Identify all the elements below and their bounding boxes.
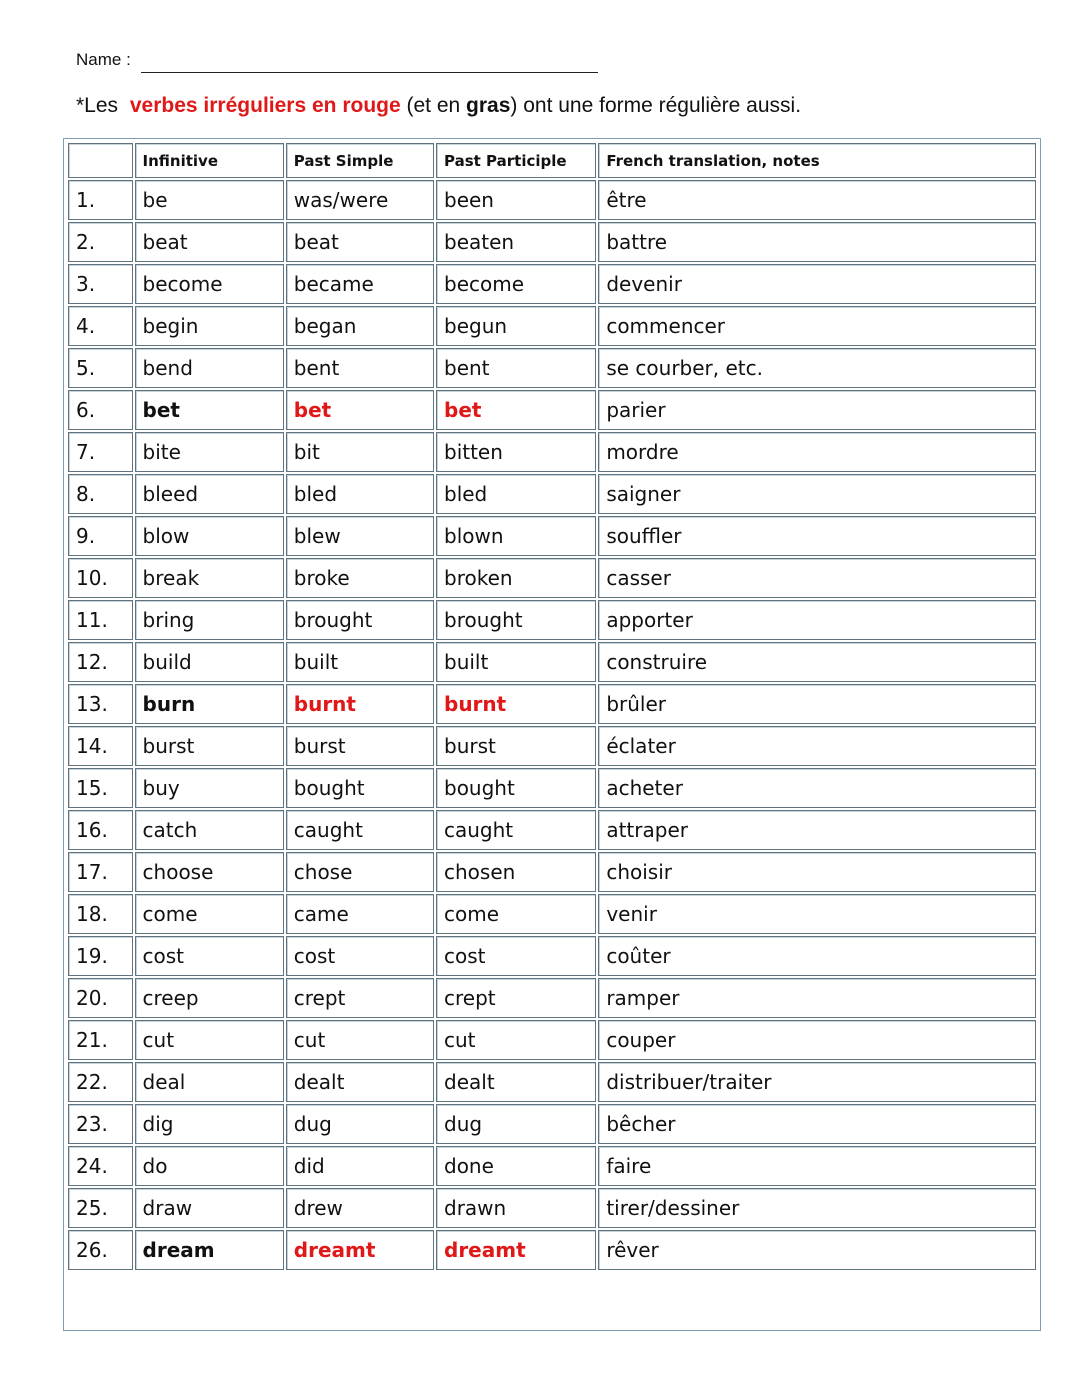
cell-past-simple: crept xyxy=(286,978,434,1018)
cell-french-translation: brûler xyxy=(598,684,1036,724)
cell-past-participle: blown xyxy=(436,516,596,556)
name-label: Name : xyxy=(76,50,131,69)
cell-infinitive: come xyxy=(135,894,284,934)
table-body xyxy=(68,180,1036,1270)
cell-past-participle: beaten xyxy=(436,222,596,262)
cell-infinitive: catch xyxy=(135,810,284,850)
cell-past-simple: burnt xyxy=(286,684,434,724)
cell-infinitive: build xyxy=(135,642,284,682)
table-row xyxy=(68,348,1036,388)
cell-past-simple: beat xyxy=(286,222,434,262)
table-row xyxy=(68,516,1036,556)
cell-infinitive: begin xyxy=(135,306,284,346)
cell-number: 17. xyxy=(68,852,133,892)
cell-past-simple: chose xyxy=(286,852,434,892)
table-row xyxy=(68,1230,1036,1270)
table-row xyxy=(68,222,1036,262)
table-header-row xyxy=(68,143,1036,178)
table-row xyxy=(68,390,1036,430)
cell-infinitive: dig xyxy=(135,1104,284,1144)
name-underline[interactable] xyxy=(141,72,598,73)
cell-past-simple: began xyxy=(286,306,434,346)
cell-number: 13. xyxy=(68,684,133,724)
table-row xyxy=(68,726,1036,766)
cell-number: 15. xyxy=(68,768,133,808)
intro-middle: (et en xyxy=(400,94,467,117)
header-past-participle: Past Participle xyxy=(436,143,596,178)
cell-french-translation: saigner xyxy=(598,474,1036,514)
table-row xyxy=(68,768,1036,808)
cell-number: 6. xyxy=(68,390,133,430)
cell-number: 21. xyxy=(68,1020,133,1060)
table-row xyxy=(68,180,1036,220)
table-row xyxy=(68,264,1036,304)
cell-infinitive: do xyxy=(135,1146,284,1186)
cell-infinitive: be xyxy=(135,180,284,220)
cell-past-participle: done xyxy=(436,1146,596,1186)
cell-number: 19. xyxy=(68,936,133,976)
cell-infinitive: deal xyxy=(135,1062,284,1102)
cell-french-translation: casser xyxy=(598,558,1036,598)
cell-past-simple: dug xyxy=(286,1104,434,1144)
cell-infinitive: bite xyxy=(135,432,284,472)
cell-number: 12. xyxy=(68,642,133,682)
cell-french-translation: venir xyxy=(598,894,1036,934)
cell-past-participle: burst xyxy=(436,726,596,766)
cell-french-translation: choisir xyxy=(598,852,1036,892)
cell-past-participle: bought xyxy=(436,768,596,808)
cell-past-participle: dug xyxy=(436,1104,596,1144)
cell-past-participle: brought xyxy=(436,600,596,640)
cell-french-translation: rêver xyxy=(598,1230,1036,1270)
intro-end: ) ont une forme régulière aussi. xyxy=(510,94,802,117)
cell-french-translation: faire xyxy=(598,1146,1036,1186)
cell-number: 14. xyxy=(68,726,133,766)
cell-past-participle: crept xyxy=(436,978,596,1018)
table-row xyxy=(68,474,1036,514)
header-number xyxy=(68,143,133,178)
table-row xyxy=(68,894,1036,934)
cell-french-translation: ramper xyxy=(598,978,1036,1018)
cell-past-participle: become xyxy=(436,264,596,304)
cell-past-participle: bitten xyxy=(436,432,596,472)
intro-note xyxy=(76,94,1036,126)
table-row xyxy=(68,810,1036,850)
cell-infinitive: draw xyxy=(135,1188,284,1228)
cell-past-participle: burnt xyxy=(436,684,596,724)
cell-number: 2. xyxy=(68,222,133,262)
cell-infinitive: bend xyxy=(135,348,284,388)
cell-infinitive: dream xyxy=(135,1230,284,1270)
cell-past-participle: built xyxy=(436,642,596,682)
cell-number: 16. xyxy=(68,810,133,850)
cell-past-participle: cut xyxy=(436,1020,596,1060)
cell-french-translation: distribuer/traiter xyxy=(598,1062,1036,1102)
cell-number: 10. xyxy=(68,558,133,598)
cell-infinitive: cost xyxy=(135,936,284,976)
cell-number: 24. xyxy=(68,1146,133,1186)
table-row xyxy=(68,642,1036,682)
cell-infinitive: choose xyxy=(135,852,284,892)
cell-past-simple: was/were xyxy=(286,180,434,220)
cell-past-participle: chosen xyxy=(436,852,596,892)
table-row xyxy=(68,1188,1036,1228)
cell-infinitive: burst xyxy=(135,726,284,766)
table-row xyxy=(68,432,1036,472)
cell-past-participle: bled xyxy=(436,474,596,514)
cell-past-simple: brought xyxy=(286,600,434,640)
cell-french-translation: éclater xyxy=(598,726,1036,766)
cell-past-participle: dealt xyxy=(436,1062,596,1102)
cell-infinitive: bet xyxy=(135,390,284,430)
cell-past-simple: dreamt xyxy=(286,1230,434,1270)
cell-past-participle: broken xyxy=(436,558,596,598)
cell-number: 9. xyxy=(68,516,133,556)
cell-past-simple: blew xyxy=(286,516,434,556)
cell-past-participle: been xyxy=(436,180,596,220)
cell-french-translation: être xyxy=(598,180,1036,220)
cell-infinitive: blow xyxy=(135,516,284,556)
cell-past-simple: came xyxy=(286,894,434,934)
cell-number: 20. xyxy=(68,978,133,1018)
cell-french-translation: bêcher xyxy=(598,1104,1036,1144)
header-french-translation: French translation, notes xyxy=(598,143,1036,178)
cell-french-translation: se courber, etc. xyxy=(598,348,1036,388)
irregular-verbs-table xyxy=(66,141,1038,1272)
cell-past-participle: bet xyxy=(436,390,596,430)
cell-past-simple: broke xyxy=(286,558,434,598)
table-row xyxy=(68,684,1036,724)
cell-past-simple: bought xyxy=(286,768,434,808)
cell-french-translation: mordre xyxy=(598,432,1036,472)
cell-infinitive: cut xyxy=(135,1020,284,1060)
cell-past-simple: drew xyxy=(286,1188,434,1228)
table-row xyxy=(68,1020,1036,1060)
cell-infinitive: break xyxy=(135,558,284,598)
cell-past-simple: became xyxy=(286,264,434,304)
cell-french-translation: couper xyxy=(598,1020,1036,1060)
cell-past-participle: drawn xyxy=(436,1188,596,1228)
cell-french-translation: souffler xyxy=(598,516,1036,556)
cell-past-participle: caught xyxy=(436,810,596,850)
cell-past-simple: bent xyxy=(286,348,434,388)
table-row xyxy=(68,1062,1036,1102)
cell-french-translation: parier xyxy=(598,390,1036,430)
cell-past-simple: cost xyxy=(286,936,434,976)
cell-number: 5. xyxy=(68,348,133,388)
table-row xyxy=(68,1104,1036,1144)
cell-number: 11. xyxy=(68,600,133,640)
cell-past-participle: begun xyxy=(436,306,596,346)
cell-number: 18. xyxy=(68,894,133,934)
cell-number: 4. xyxy=(68,306,133,346)
cell-past-simple: did xyxy=(286,1146,434,1186)
intro-red-text: verbes irréguliers en rouge xyxy=(129,94,401,117)
cell-number: 22. xyxy=(68,1062,133,1102)
table-row xyxy=(68,852,1036,892)
cell-french-translation: apporter xyxy=(598,600,1036,640)
cell-past-simple: bled xyxy=(286,474,434,514)
cell-past-simple: bit xyxy=(286,432,434,472)
cell-french-translation: attraper xyxy=(598,810,1036,850)
name-field xyxy=(76,50,616,76)
cell-french-translation: devenir xyxy=(598,264,1036,304)
cell-french-translation: acheter xyxy=(598,768,1036,808)
table-row xyxy=(68,936,1036,976)
cell-french-translation: coûter xyxy=(598,936,1036,976)
cell-number: 8. xyxy=(68,474,133,514)
cell-number: 1. xyxy=(68,180,133,220)
verb-table-frame xyxy=(63,138,1041,1331)
cell-past-simple: cut xyxy=(286,1020,434,1060)
cell-number: 3. xyxy=(68,264,133,304)
cell-past-simple: built xyxy=(286,642,434,682)
cell-past-simple: dealt xyxy=(286,1062,434,1102)
cell-number: 7. xyxy=(68,432,133,472)
table-row xyxy=(68,1146,1036,1186)
table-row xyxy=(68,600,1036,640)
cell-past-simple: caught xyxy=(286,810,434,850)
header-past-simple: Past Simple xyxy=(286,143,434,178)
cell-infinitive: bring xyxy=(135,600,284,640)
header-infinitive: Infinitive xyxy=(135,143,284,178)
cell-past-participle: come xyxy=(436,894,596,934)
table-row xyxy=(68,978,1036,1018)
intro-prefix: *Les xyxy=(76,94,119,117)
cell-number: 23. xyxy=(68,1104,133,1144)
cell-infinitive: bleed xyxy=(135,474,284,514)
cell-french-translation: commencer xyxy=(598,306,1036,346)
cell-french-translation: battre xyxy=(598,222,1036,262)
cell-past-simple: bet xyxy=(286,390,434,430)
cell-past-simple: burst xyxy=(286,726,434,766)
cell-infinitive: become xyxy=(135,264,284,304)
cell-number: 26. xyxy=(68,1230,133,1270)
table-row xyxy=(68,558,1036,598)
table-row xyxy=(68,306,1036,346)
cell-french-translation: construire xyxy=(598,642,1036,682)
intro-bold-text: gras xyxy=(466,94,511,117)
cell-past-participle: dreamt xyxy=(436,1230,596,1270)
cell-french-translation: tirer/dessiner xyxy=(598,1188,1036,1228)
cell-past-participle: cost xyxy=(436,936,596,976)
cell-past-participle: bent xyxy=(436,348,596,388)
cell-infinitive: creep xyxy=(135,978,284,1018)
cell-infinitive: buy xyxy=(135,768,284,808)
cell-number: 25. xyxy=(68,1188,133,1228)
cell-infinitive: beat xyxy=(135,222,284,262)
cell-infinitive: burn xyxy=(135,684,284,724)
